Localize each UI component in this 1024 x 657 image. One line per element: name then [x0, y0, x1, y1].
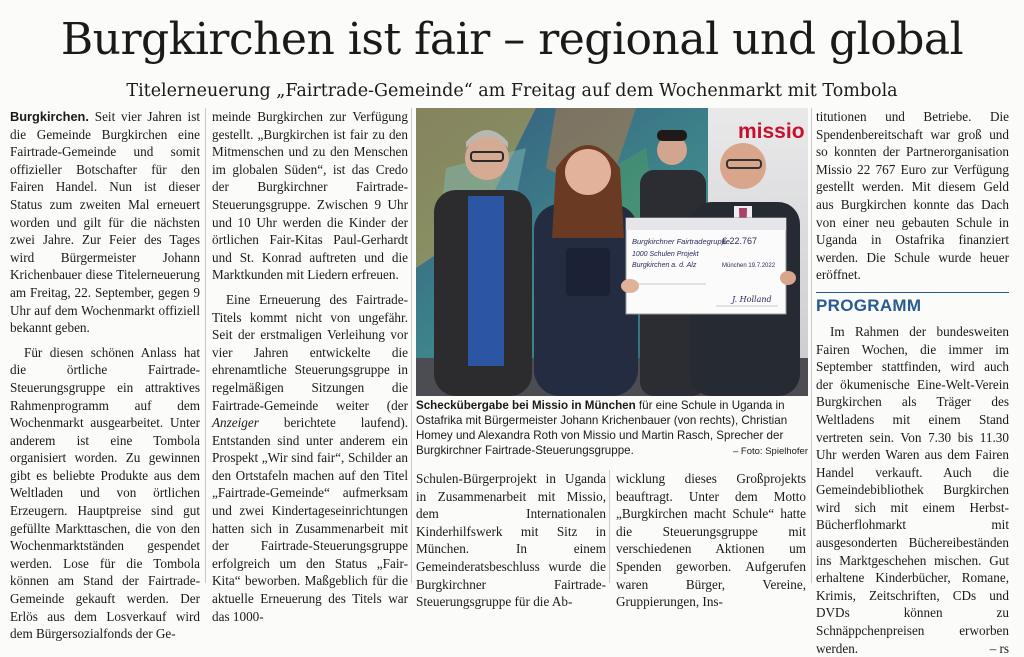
- column-2: [212, 108, 408, 625]
- paragraph-6: wicklung dieses Großprojekts beauftragt. Unter dem Motto „Burgkirchen macht Schule“ hatte die Steuerungsgruppe mit verschiedenen Aktionen um Spenden geworben. Aufgerufen waren Bürger, Vereine, Gruppierungen, Ins-: [616, 471, 806, 610]
- paragraph-8: [816, 323, 1009, 657]
- column-rule: [205, 108, 206, 583]
- subheadline: Titelerneuerung „Fairtrade-Gemeinde“ am Freitag auf dem Wochenmarkt mit Tombola: [126, 81, 898, 101]
- check-board: [626, 218, 786, 314]
- check-project: 1000 Schulen Projekt: [632, 251, 699, 258]
- author-signature: – rs: [989, 640, 1009, 656]
- paragraph-1-text: Seit vier Jahren ist die Gemeinde Burgkirchen eine Fairtrade-Gemeinde und somit offizieller Botschafter für den Fairen Handel. Nun ist dieser Status zum zweiten Mal erneuert worden und gilt für die nächsten zwei Jahre. Zur Feier des Tages wird Bürgermeister Johann Krichenbauer diese Titelerneuerung am Freitag, 22. September, gegen 9 Uhr auf dem Wochenmarkt offiziell bekannt geben.: [10, 109, 200, 336]
- paragraph-1: [10, 108, 200, 337]
- article-photo: [416, 108, 808, 396]
- paragraph-4-text-a: Eine Erneuerung des Fairtrade-Titels kommt nicht von ungefähr. Seit der erstmaligen Verleihung vor vier Jahren entwickelte die ehrenamtliche Steuerungsgruppe in regelmäßigen Sitzungen die Fairtrade-Gemeinde weiter (der: [212, 291, 408, 413]
- photo-illustration: [416, 108, 808, 396]
- caption-text: für eine Schule in Uganda in Ostafrika mit Bürgermeister Johann Krichenbauer (von rechts), Christian Homey und Alexandra Roth von Missio und Martin Rasch, Sprecher der Burgkirchner Fairtrade-Steuerungsgruppe.: [416, 399, 788, 457]
- check-amount: € 22.767: [722, 236, 758, 246]
- paragraph-2: Für diesen schönen Anlass hat die örtliche Fairtrade-Steuerungsgruppe ein attraktives Rahmenprogramm auf dem Wochenmarkt ausgearbeitet. Unter anderem ist eine Tombola organisiert worden. Zu gewinnen gibt es beliebte Produkte aus dem Weltladen und von örtlichen Erzeugern. Hauptpreise sind gut gefüllte Markttaschen, die von den Wochenmarktständen gespendet werden. Lose für die Tombola können am Stand der Fairtrade-Gemeinde gekauft werden. Der Erlös aus dem Losverkauf wird dem Bürgersozialfonds der Ge-: [10, 344, 200, 642]
- paragraph-8-text: Im Rahmen der bundesweiten Fairen Wochen, die immer im September stattfinden, wird auch der ökumenische Eine-Welt-Verein Burgkirchen als Träger des Weltladens mit einem Stand vertreten sein. Von 7.30 bis 11.30 Uhr werden Waren aus dem Fairen Handel verkauft. Auch die Gemeindebibliothek Burgkirchen wird sich mit einem Herbst-Bücherflohmarkt mit ausgesonderten Büchereibeständen ins Marktgeschehen mischen. Gut erhaltene Kinderbücher, Romane, Krimis, Zeitschriften, CDs und DVDs können zu Schnäppchenpreisen erworben werden.: [816, 323, 1009, 656]
- paragraph-5: Schulen-Bürgerprojekt in Uganda in Zusammenarbeit mit Missio, dem Internationalen Kinderhilfswerk mit Sitz in München. In einem Gemeinderatsbeschluss wurde die Burgkirchner Fairtrade-Steuerungsgruppe für die Ab-: [416, 471, 606, 610]
- section-heading: PROGRAMM: [816, 292, 1009, 317]
- column-5: [816, 108, 1009, 657]
- column-rule: [811, 108, 812, 583]
- photo-caption: [416, 398, 808, 459]
- check-payee: Burgkirchner Fairtradegruppe: [632, 237, 730, 246]
- column-3: [416, 470, 606, 611]
- column-rule: [609, 470, 610, 583]
- column-rule: [411, 108, 412, 583]
- caption-lead: Scheckübergabe bei Missio in München: [416, 399, 636, 412]
- headline: Burgkirchen ist fair – regional und global: [60, 14, 964, 65]
- paragraph-4-text-b: berichtete laufend). Entstanden sind unter anderem ein Prospekt „Wir sind fair“, Schilder an den Ortstafeln machen auf den Titel „Fairtrade-Gemeinde“ aufmerksam und zwei Kindertageseinrichtungen hatten sich in Zusammenarbeit mit der Fairtrade-Steuerungsgruppe erfolgreich um den Status „Fair-Kita“ beworben. Maßgeblich für die aktuelle Erneuerung des Titels war das 1000-: [212, 415, 409, 624]
- photo-credit: – Foto: Spielhofer: [733, 446, 808, 457]
- missio-sign: missio: [738, 120, 805, 143]
- column-4: [616, 470, 806, 611]
- check-signature: J. Holland: [732, 295, 772, 304]
- paragraph-3: meinde Burgkirchen zur Verfügung gestellt. „Burgkirchen ist fair zu den Mitmenschen und zu den Menschen im globalen Süden“, ist das Credo der Burgkirchner Fairtrade-Steuerungsgruppe. Zwischen 9 Uhr und 10 Uhr werden die Kinder der örtlichen Fair-Kitas Paul-Gerhardt und St. Konrad auftreten und die Marktkunden mit Liedern erfreuen.: [212, 109, 408, 283]
- check-date: München 19.7.2022: [722, 263, 776, 269]
- newspaper-name: Anzeiger: [212, 415, 259, 431]
- dateline: Burgkirchen.: [10, 109, 89, 124]
- check-town: Burgkirchen a. d. Alz: [632, 262, 697, 269]
- paragraph-4: [212, 291, 408, 625]
- column-1: [10, 108, 200, 643]
- paragraph-7: titutionen und Betriebe. Die Spendenbereitschaft war groß und so konnten der Partnerorganisation Missio 22 767 Euro zur Verfügung gestellt werden. Mit diesem Geld aus Burgkirchen konnte das Dach von einer neu gebauten Schule in Uganda in Ostafrika finanziert werden. Die Schule wurde heuer eröffnet.: [816, 109, 1009, 283]
